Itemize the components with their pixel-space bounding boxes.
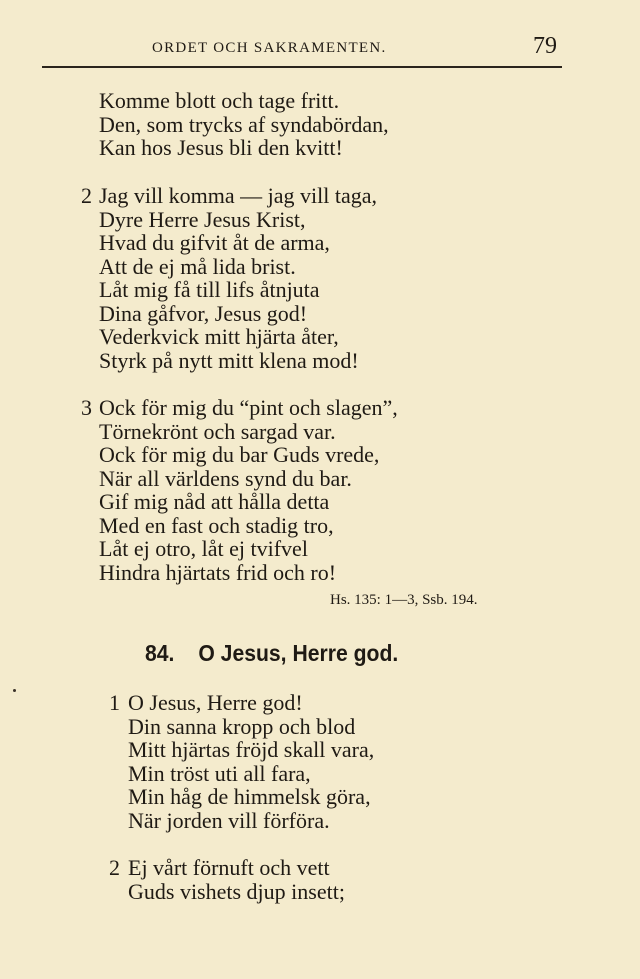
stanza-number: 3 — [81, 395, 92, 420]
verse-line: Guds vishets djup insett; — [128, 878, 345, 904]
hymn-title-text: O Jesus, Herre god. — [198, 640, 399, 666]
verse-line: Mitt hjärtas fröjd skall vara, — [128, 737, 375, 762]
print-speck — [13, 689, 16, 692]
verse-line: När all världens synd du bar. — [99, 465, 352, 491]
verse-line: Ej vårt förnuft och vett — [128, 855, 330, 880]
verse-line: O Jesus, Herre god! — [128, 690, 303, 715]
verse-line: Med en fast och stadig tro, — [99, 512, 334, 538]
verse-line: Vederkvick mitt hjärta åter, — [99, 324, 339, 349]
verse-line: Den, som trycks af syndabördan, — [99, 111, 389, 137]
verse-line: Min håg de himmelsk göra, — [128, 784, 371, 809]
verse-line: Jag vill komma — jag vill taga, — [99, 183, 378, 208]
verse-line: Ock för mig du “pint och slagen”, — [99, 395, 398, 420]
verse-line: När jorden vill förföra. — [128, 807, 330, 833]
verse-line: Att de ej må lida brist. — [99, 253, 296, 279]
verse-line: Styrk på nytt mitt klena mod! — [99, 347, 359, 373]
running-head — [0, 0, 640, 70]
verse-line: Låt mig få till lifs åtnjuta — [99, 277, 320, 302]
stanza-lines — [128, 691, 374, 832]
verse-line: Din sanna kropp och blod — [128, 713, 356, 739]
verse-line: Törnekrönt och sargad var. — [99, 418, 336, 444]
stanza-number: 1 — [109, 690, 120, 715]
verse-line: Dyre Herre Jesus Krist, — [99, 206, 306, 232]
stanza-number: 2 — [81, 183, 92, 208]
stanza-lines — [99, 396, 398, 584]
page-number: 79 — [533, 33, 557, 59]
header-rule — [42, 66, 562, 68]
stanza-number: 2 — [109, 855, 120, 880]
scripture-reference: Hs. 135: 1—3, Ssb. 194. — [330, 592, 478, 608]
hymn-title — [145, 640, 398, 667]
stanza-lines — [128, 856, 345, 903]
verse-line: Hvad du gifvit åt de arma, — [99, 230, 330, 255]
verse-line: Dina gåfvor, Jesus god! — [99, 300, 308, 326]
hymn-number: 84. — [145, 640, 175, 666]
stanza-lines — [99, 89, 389, 160]
section-title: ORDET OCH SAKRAMENTEN. — [152, 40, 387, 56]
verse-line: Min tröst uti all fara, — [128, 760, 311, 786]
verse-line: Ock för mig du bar Guds vrede, — [99, 442, 380, 467]
verse-line: Kan hos Jesus bli den kvitt! — [99, 135, 343, 160]
verse-line: Gif mig nåd att hålla detta — [99, 489, 330, 514]
verse-line: Hindra hjärtats frid och ro! — [99, 559, 337, 585]
verse-line: Låt ej otro, låt ej tvifvel — [99, 536, 308, 561]
stanza-lines — [99, 184, 377, 372]
verse-line: Komme blott och tage fritt. — [99, 88, 340, 113]
